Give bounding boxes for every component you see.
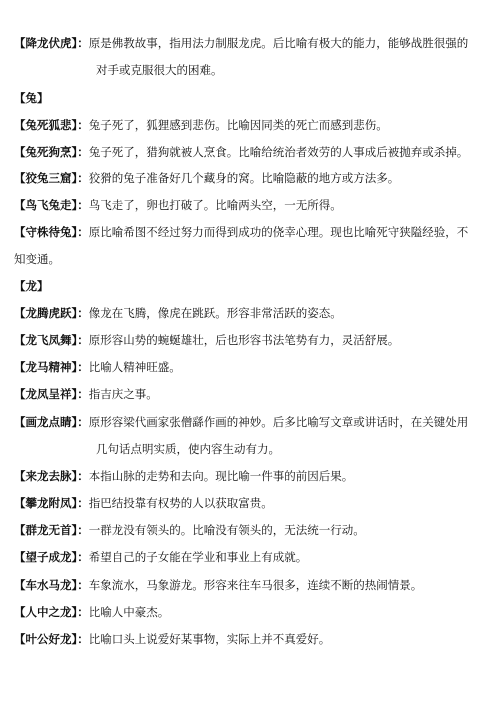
idiom-definition-continued: 对手或克服很大的困难。 bbox=[96, 63, 223, 77]
idiom-term: 【龙马精神】： bbox=[14, 360, 89, 374]
idiom-entry bbox=[14, 197, 488, 214]
idiom-entry bbox=[14, 386, 488, 403]
idiom-definition-continued: 几句话点明实质，使内容生动有力。 bbox=[96, 442, 280, 456]
idiom-entry bbox=[14, 332, 488, 349]
idiom-term: 【龙飞凤舞】： bbox=[14, 333, 89, 347]
idiom-definition: 比喻口头上说爱好某事物，实际上并不真爱好。 bbox=[88, 632, 331, 646]
idiom-definition: 希望自己的子女能在学业和事业上有成就。 bbox=[88, 550, 308, 564]
idiom-term: 【人中之龙】： bbox=[14, 605, 89, 619]
idiom-term: 【车水马龙】： bbox=[14, 578, 89, 592]
idiom-entry bbox=[14, 144, 488, 161]
idiom-definition: 原形容山势的蜿蜒雄壮，后也形容书法笔势有力，灵活舒展。 bbox=[88, 333, 400, 347]
idiom-definition: 原比喻希图不经过努力而得到成功的侥幸心理。现也比喻死守狭隘经验，不 bbox=[88, 225, 469, 239]
idiom-term: 【狡兔三窟】： bbox=[14, 171, 89, 185]
idiom-definition: 鸟飞走了，卵也打破了。比喻两头空，一无所得。 bbox=[88, 198, 342, 212]
idiom-term: 【兔死狗烹】： bbox=[14, 145, 89, 159]
idiom-term: 【兔死狐悲】： bbox=[14, 118, 89, 132]
idiom-definition: 像龙在飞腾，像虎在跳跃。形容非常活跃的姿态。 bbox=[88, 306, 342, 320]
idiom-definition: 兔子死了，猎狗就被人烹食。比喻给统治者效劳的人事成后被抛弃或杀掉。 bbox=[88, 145, 469, 159]
idiom-definition: 原形容梁代画家张僧繇作画的神妙。后多比喻写文章或讲话时，在关键处用 bbox=[88, 415, 469, 429]
idiom-term: 【守株待兔】： bbox=[14, 225, 89, 239]
idiom-term: 【龙凤呈祥】： bbox=[14, 387, 89, 401]
idiom-definition: 狡猾的兔子准备好几个藏身的窝。比喻隐蔽的地方或方法多。 bbox=[88, 171, 400, 185]
idiom-entry bbox=[14, 577, 488, 594]
idiom-term: 【攀龙附凤】： bbox=[14, 496, 89, 510]
idiom-definition: 原是佛教故事，指用法力制服龙虎。后比喻有极大的能力，能够战胜很强的 bbox=[88, 36, 469, 50]
idiom-term: 【群龙无首】： bbox=[14, 523, 89, 537]
idiom-entry bbox=[14, 604, 488, 621]
idiom-definition: 比喻人中豪杰。 bbox=[88, 605, 170, 619]
idiom-entry bbox=[14, 631, 488, 648]
idiom-entry bbox=[14, 35, 488, 52]
idiom-term: 【望子成龙】： bbox=[14, 550, 89, 564]
idiom-entry bbox=[14, 522, 488, 539]
idiom-definition: 指吉庆之事。 bbox=[88, 387, 158, 401]
idiom-term: 【来龙去脉】： bbox=[14, 469, 89, 483]
idiom-definition: 一群龙没有领头的。比喻没有领头的，无法统一行动。 bbox=[88, 523, 365, 537]
idiom-entry bbox=[14, 117, 488, 134]
idiom-entry bbox=[14, 468, 488, 485]
idiom-definition: 兔子死了，狐狸感到悲伤。比喻因同类的死亡而感到悲伤。 bbox=[88, 118, 388, 132]
idiom-entry bbox=[14, 305, 488, 322]
idiom-entry bbox=[14, 170, 488, 187]
idiom-term: 【鸟飞兔走】： bbox=[14, 198, 89, 212]
idiom-entry bbox=[14, 359, 488, 376]
idiom-definition: 指巴结投靠有权势的人以获取富贵。 bbox=[88, 496, 273, 510]
idiom-definition-continued: 知变通。 bbox=[14, 252, 60, 266]
idiom-entry bbox=[14, 414, 488, 431]
idiom-definition: 车象流水，马象游龙。形容来往车马很多，连续不断的热闹情景。 bbox=[88, 578, 423, 592]
section-heading: 【龙】 bbox=[14, 279, 49, 293]
idiom-term: 【叶公好龙】： bbox=[14, 632, 89, 646]
idiom-definition: 比喻人精神旺盛。 bbox=[88, 360, 181, 374]
idiom-entry bbox=[14, 495, 488, 512]
section-heading: 【兔】 bbox=[14, 91, 49, 105]
idiom-entry bbox=[14, 224, 488, 241]
idiom-entry bbox=[14, 549, 488, 566]
idiom-term: 【降龙伏虎】： bbox=[14, 36, 89, 50]
idiom-definition: 本指山脉的走势和去向。现比喻一件事的前因后果。 bbox=[88, 469, 354, 483]
idiom-term: 【画龙点睛】： bbox=[14, 415, 89, 429]
idiom-term: 【龙腾虎跃】： bbox=[14, 306, 89, 320]
